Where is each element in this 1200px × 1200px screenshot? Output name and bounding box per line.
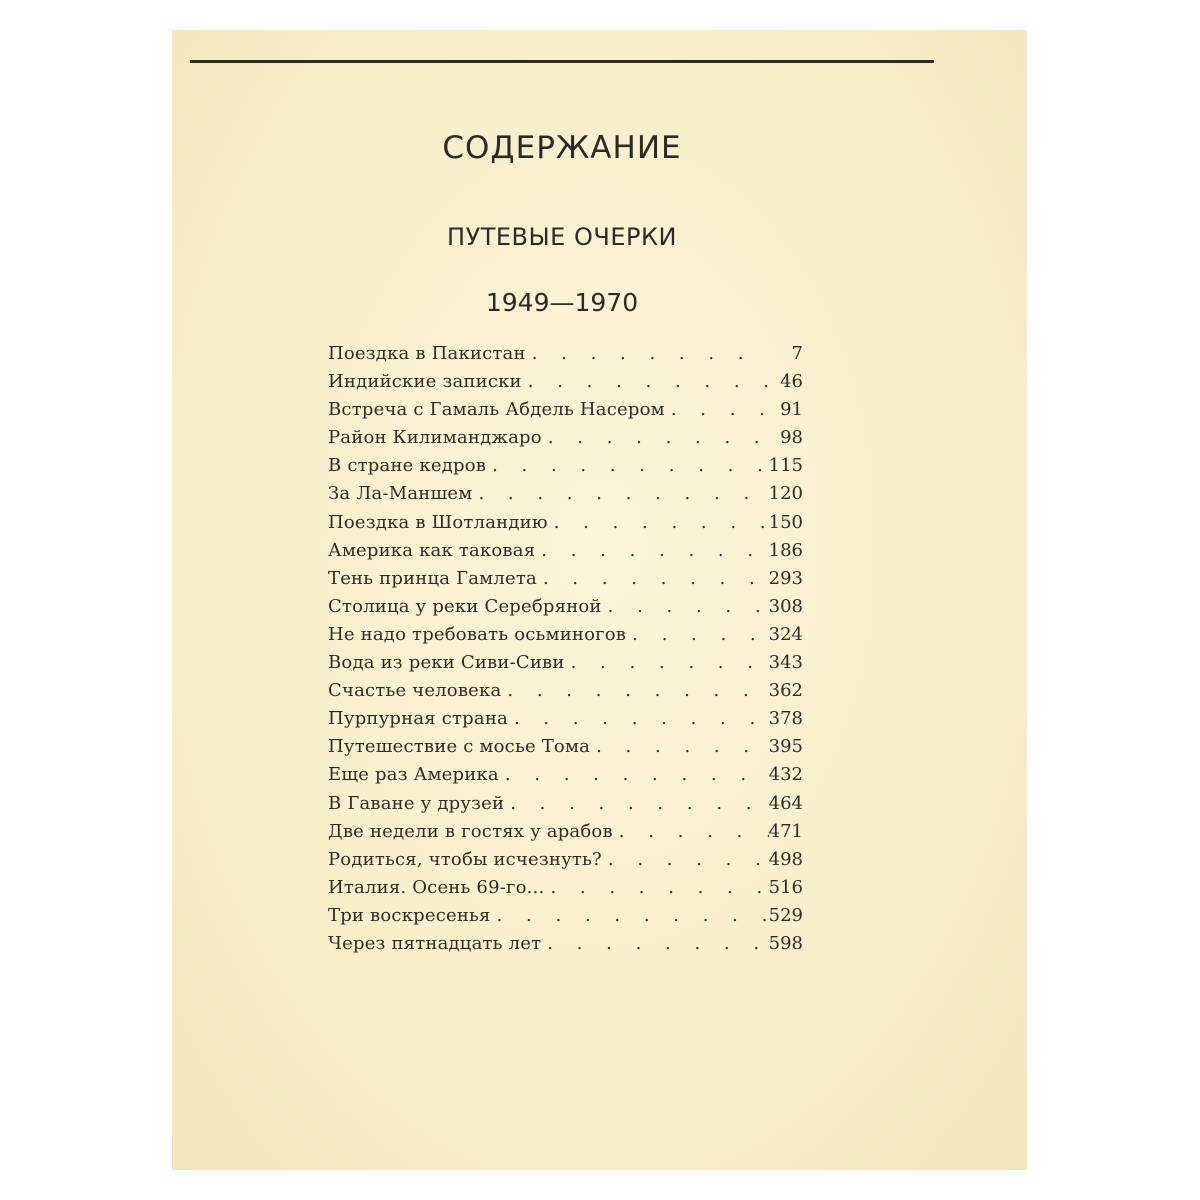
toc-entry-page: 432 — [768, 764, 803, 786]
toc-entry-title: Индийские записки — [328, 371, 522, 393]
dot-leader — [565, 649, 769, 677]
toc-entry-page: 362 — [768, 680, 803, 702]
dot-leader — [542, 424, 769, 452]
toc-entry-title: В стране кедров — [328, 455, 487, 477]
toc-entry — [328, 396, 803, 424]
page-title: СОДЕРЖАНИЕ — [442, 130, 682, 166]
toc-entry-page: 471 — [768, 820, 803, 842]
toc-entry — [328, 790, 803, 818]
toc-entry-title: Не надо требовать осьминогов — [328, 623, 627, 645]
toc-entry-title: Район Килиманджаро — [328, 427, 542, 449]
dot-leader — [491, 902, 769, 930]
dot-leader — [613, 818, 769, 846]
top-rule — [190, 60, 934, 63]
years-range: 1949—1970 — [485, 288, 639, 317]
toc-entry — [328, 649, 803, 677]
toc-entry-title: Италия. Осень 69-го... — [328, 876, 545, 898]
toc-entry-title: Поездка в Шотландию — [328, 511, 548, 533]
dot-leader — [537, 565, 769, 593]
toc-entry — [328, 733, 803, 761]
toc-entry-title: Счастье человека — [328, 680, 502, 702]
dot-leader — [522, 368, 769, 396]
book-page — [172, 30, 1027, 1170]
toc-entry — [328, 424, 803, 452]
dot-leader — [499, 761, 769, 789]
dot-leader — [501, 677, 768, 705]
dot-leader — [526, 340, 769, 368]
dot-leader — [548, 509, 769, 537]
toc-entry-page: 464 — [768, 792, 803, 814]
dot-leader — [602, 593, 769, 621]
toc-entry-page: 46 — [780, 371, 803, 393]
toc-entry — [328, 537, 803, 565]
toc-entry — [328, 480, 803, 508]
dot-leader — [535, 537, 768, 565]
toc-entry-title: Тень принца Гамлета — [328, 567, 537, 589]
toc-entry — [328, 846, 803, 874]
toc-entry — [328, 818, 803, 846]
toc-entry-title: Родиться, чтобы исчезнуть? — [328, 848, 602, 870]
toc-entry — [328, 677, 803, 705]
toc-entry-title: Пурпурная страна — [328, 708, 508, 730]
toc-entry-title: Через пятнадцать лет — [328, 932, 542, 954]
toc-entry-title: Вода из реки Сиви-Сиви — [328, 652, 565, 674]
toc-entry-page: 7 — [791, 343, 803, 364]
toc-entry-title: Столица у реки Серебряной — [328, 595, 602, 617]
toc-entry — [328, 621, 803, 649]
toc-entry-page: 293 — [768, 567, 803, 589]
dot-leader — [508, 705, 769, 733]
toc-entry-page: 150 — [768, 511, 803, 533]
dot-leader — [602, 846, 769, 874]
toc-entry — [328, 593, 803, 621]
toc-entry-title: Америка как таковая — [328, 539, 536, 561]
toc-entry-page: 120 — [768, 483, 803, 505]
toc-entry-page: 598 — [768, 932, 803, 954]
toc-entry — [328, 452, 803, 480]
toc-entry — [328, 930, 803, 958]
toc-entry-page: 186 — [768, 539, 803, 561]
toc-entry-page: 91 — [780, 399, 803, 421]
toc-entry — [328, 902, 803, 930]
toc-entry — [328, 874, 803, 902]
dot-leader — [590, 733, 769, 761]
toc-entry — [328, 761, 803, 789]
dot-leader — [544, 874, 768, 902]
toc-entry-page: 115 — [768, 455, 803, 477]
toc-entry-title: Встреча с Гамаль Абдель Насером — [328, 399, 665, 421]
toc-entry — [328, 705, 803, 733]
toc-entry-page: 343 — [768, 652, 803, 674]
toc-entry-title: Поездка в Пакистан — [328, 343, 526, 364]
toc-entry-title: Еще раз Америка — [328, 764, 499, 786]
section-title: ПУТЕВЫЕ ОЧЕРКИ — [447, 223, 677, 251]
toc-entry-page: 529 — [768, 904, 803, 926]
toc-entry-page: 324 — [768, 623, 803, 645]
dot-leader — [541, 930, 768, 958]
toc-entry-title: Путешествие с мосье Тома — [328, 736, 591, 758]
toc-entry-page: 98 — [780, 427, 803, 449]
toc-entry-page: 498 — [768, 848, 803, 870]
toc-entry — [328, 565, 803, 593]
toc-entry — [328, 340, 803, 368]
table-of-contents — [328, 340, 803, 958]
dot-leader — [472, 480, 768, 508]
toc-entry — [328, 368, 803, 396]
toc-entry-title: Три воскресенья — [328, 904, 491, 926]
toc-entry-page: 395 — [768, 736, 803, 758]
toc-entry-title: Две недели в гостях у арабов — [328, 820, 613, 842]
toc-entry-page: 308 — [768, 595, 803, 617]
dot-leader — [626, 621, 768, 649]
dot-leader — [665, 396, 769, 424]
dot-leader — [504, 790, 768, 818]
toc-entry-title: В Гаване у друзей — [328, 792, 505, 814]
toc-entry-title: За Ла-Маншем — [328, 483, 473, 505]
toc-entry — [328, 509, 803, 537]
toc-entry-page: 516 — [768, 876, 803, 898]
toc-entry-page: 378 — [768, 708, 803, 730]
dot-leader — [486, 452, 769, 480]
